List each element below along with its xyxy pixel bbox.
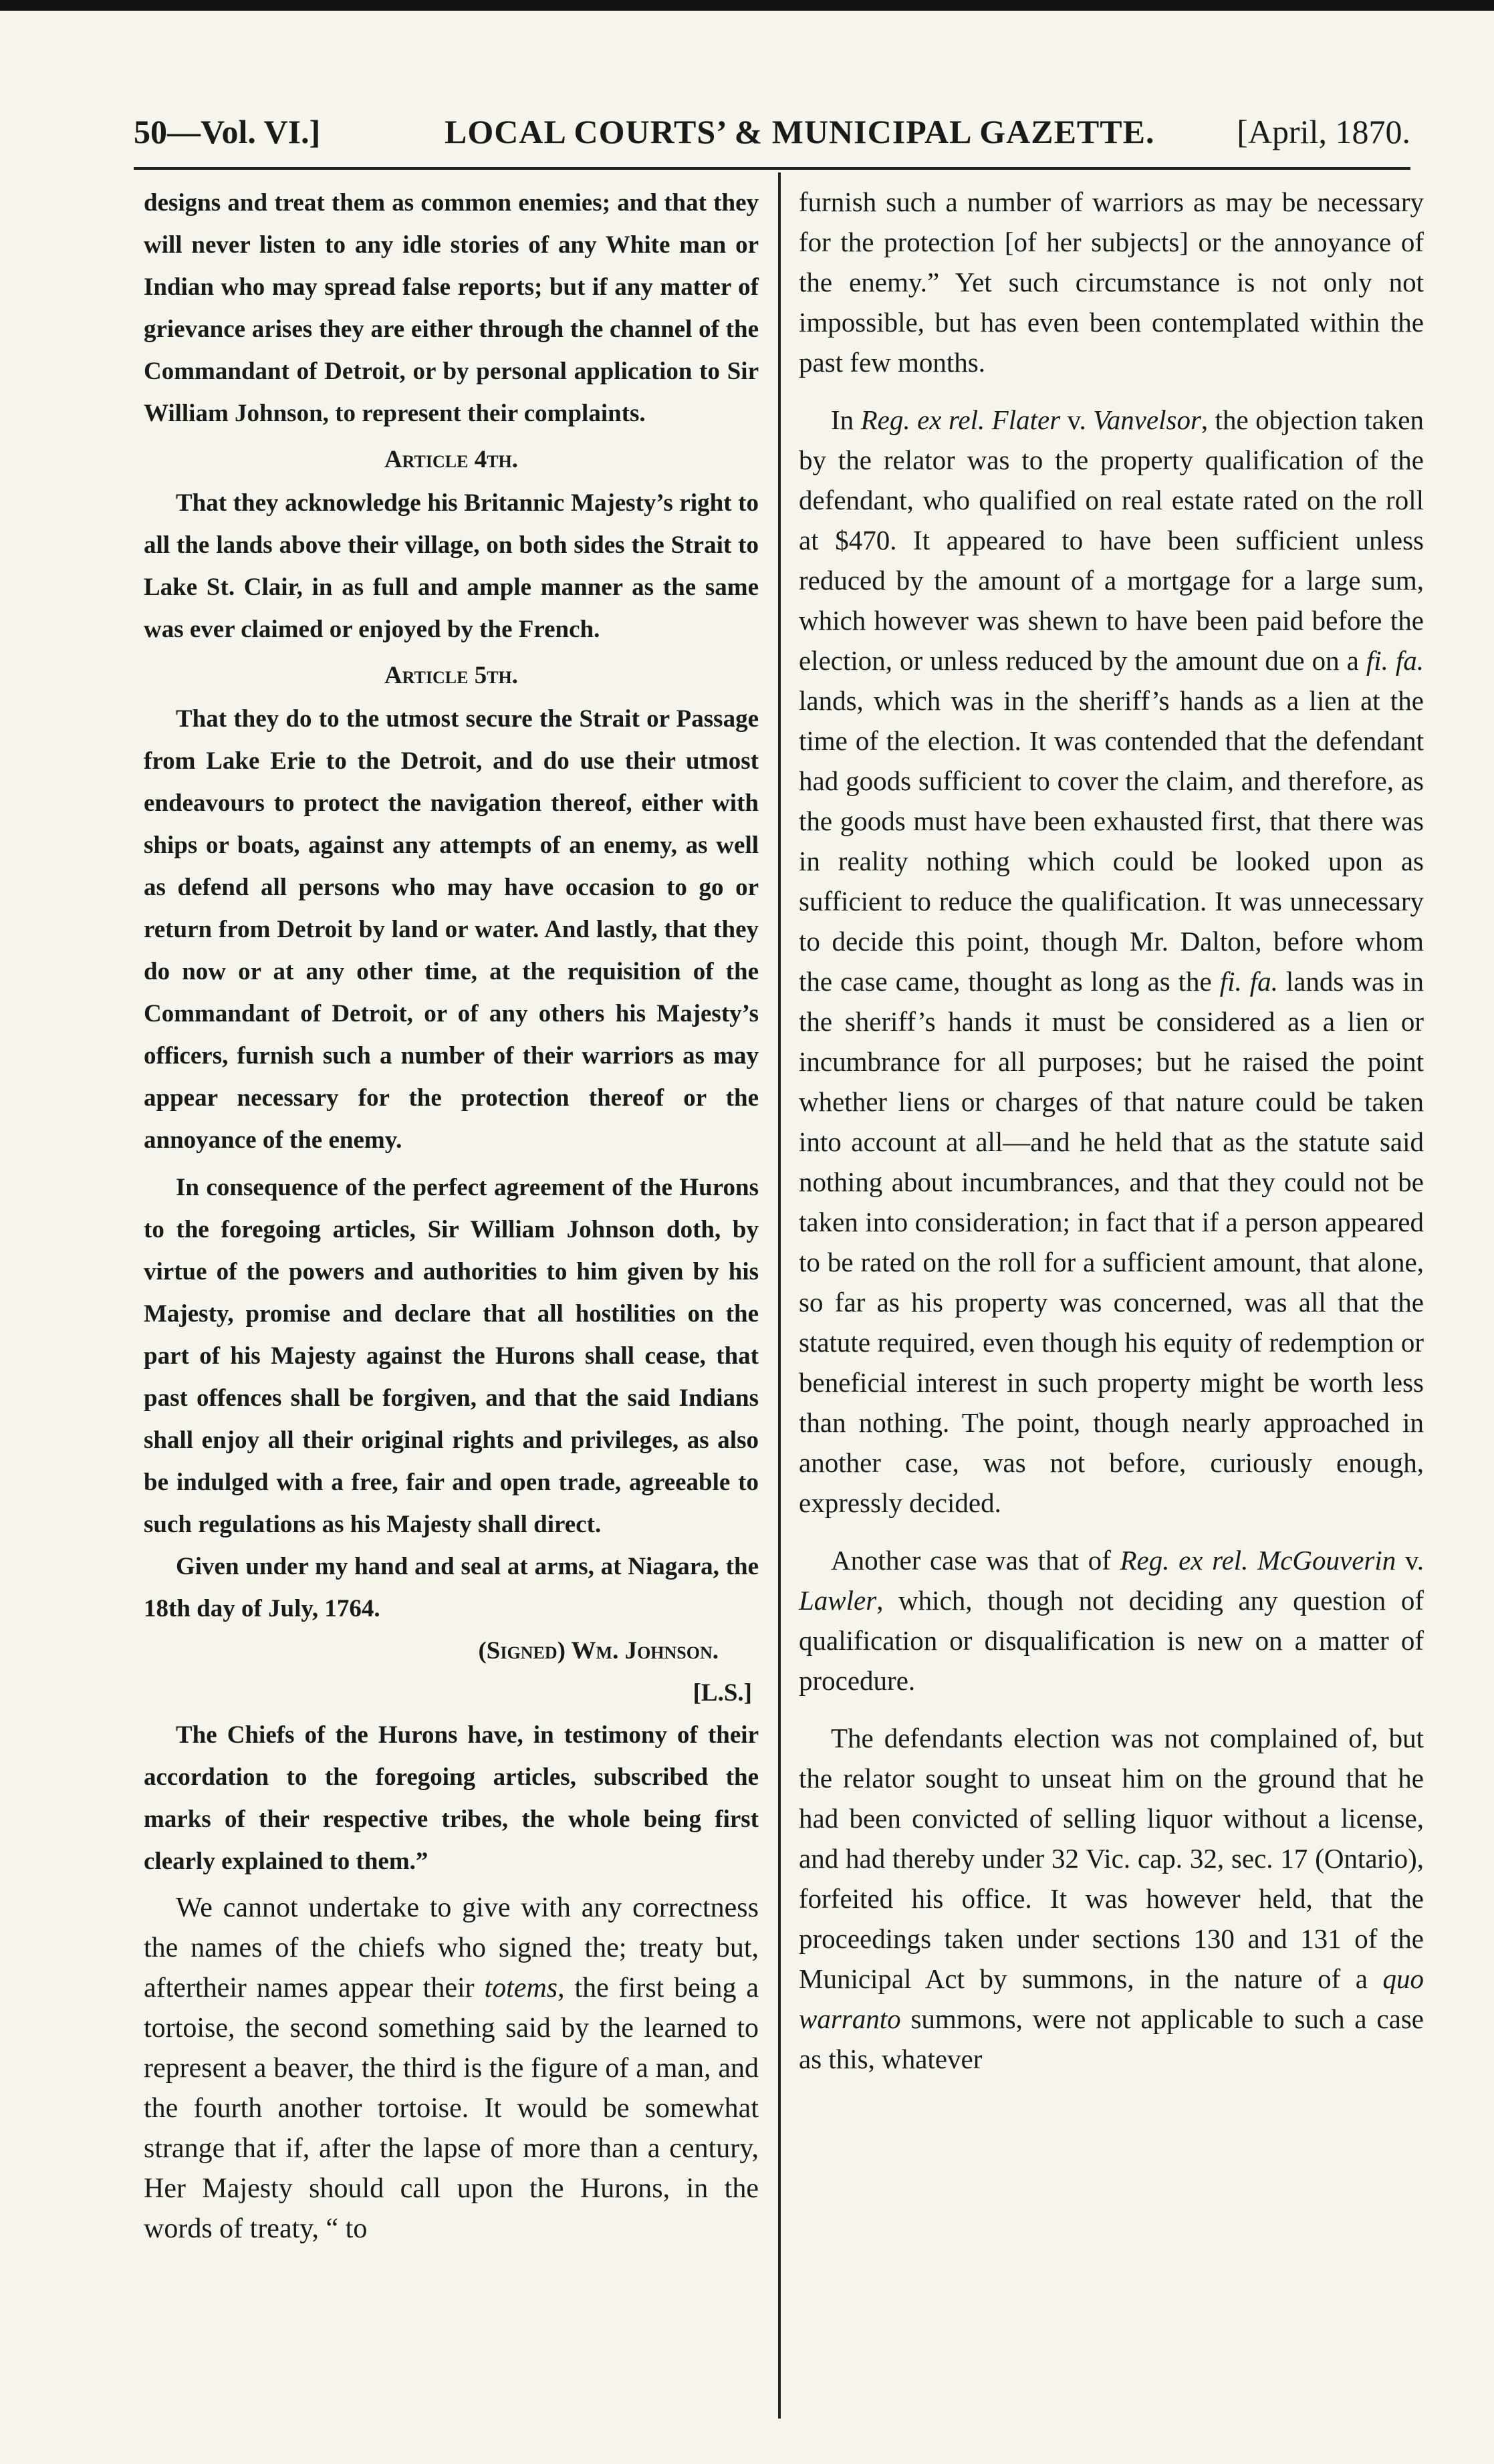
- treaty-article-3-end: designs and treat them as common enemies; and that they will never listen to any idle stories of any White man or Indian who may spread false reports; but if any matter of grievance arises they are either through the channel of the Commandant of Detroit, or by personal application to Sir William Johnson, to represent their complaints.: [144, 189, 759, 427]
- column-divider: [778, 172, 781, 2419]
- article-4-text: That they acknowledge his Britannic Majesty’s right to all the lands above their village, on both sides the Strait to Lake St. Clair, in as full and ample manner as the same was ever claimed or enjoyed by the French.: [144, 489, 759, 643]
- flater-case-paragraph: [799, 400, 1424, 1523]
- quo-warranto-term: quo warranto: [799, 1963, 1424, 2034]
- case-name-lawler: Lawler: [799, 1585, 877, 1616]
- mcgouverin-case-paragraph: [799, 1540, 1424, 1701]
- article-5-heading: Article 5th.: [384, 662, 519, 689]
- versus-2: v.: [1396, 1545, 1424, 1576]
- election-text-b: summons, were not applicable to such a case as this, whatever: [799, 2003, 1424, 2074]
- seal-mark: [L.S.]: [693, 1679, 752, 1707]
- totems-text-2: , the first being a tortoise, the second something said by the learned to represent a beaver, the third is the figure of a man, and the fourth another tortoise. It would be somewhat strange that if, after the lapse of more than a century, Her Majesty should call upon the Hurons, in the words of treaty, “ to: [144, 1973, 759, 2244]
- flater-text-b: , the objection taken by the relator was to the property qualification of the defendant, who qualified on real estate rated on the roll at $470. It appeared to have been sufficient unless reduced by the amount of a mortgage for a large sum, which however was shewn to have been paid before the election, or unless reduced by the amount due on a: [799, 404, 1424, 676]
- left-column: [144, 182, 759, 2249]
- issue-date: [April, 1870.: [1237, 113, 1410, 150]
- flater-text-a: In: [831, 404, 861, 435]
- case-name-flater: Reg. ex rel. Flater: [860, 404, 1061, 435]
- case-name-vanvelsor: Vanvelsor: [1093, 404, 1201, 435]
- signature-line: (Signed) Wm. Johnson.: [478, 1637, 719, 1665]
- mcgouverin-text-a: Another case was that of: [831, 1545, 1120, 1576]
- article-4-heading: Article 4th.: [384, 446, 519, 473]
- warriors-continuation: furnish such a number of warriors as may be necessary for the protection [of her subjects] or the annoyance of the enemy.” Yet such circumstance is not only not impossible, but has even been contemplated within the past few months.: [799, 187, 1424, 378]
- fi-fa-term-1: fi. fa.: [1366, 645, 1424, 676]
- consequence-paragraph: In consequence of the perfect agreement of the Hurons to the foregoing articles, Sir William Johnson doth, by virtue of the powers and authorities to him given by his Majesty, promise and declare that all hostilities on the part of his Majesty against the Hurons shall cease, that past offences shall be forgiven, and that the said Indians shall enjoy all their original rights and privileges, as also be indulged with a free, fair and open trade, agreeable to such regulations as his Majesty shall direct.: [144, 1174, 759, 1538]
- flater-text-d: lands was in the sheriff’s hands it must be considered as a lien or incumbrance for all purposes; but he raised the point whether liens or charges of that nature could be taken into account at all—and he held that as the statute said nothing about incumbrances, and that they could not be taken into consideration; in fact that if a person appeared to be rated on the roll for a sufficient amount, that alone, so far as his property was concerned, was all that the statute required, even though his equity of redemption or beneficial interest in such property might be worth less than nothing. The point, though nearly approached in another case, was not before, curiously enough, expressly decided.: [799, 966, 1424, 1518]
- totems-text-1: We cannot undertake to give with any correctness the names of the chiefs who signed the; treaty but, aftertheir names appear their: [144, 1892, 759, 2003]
- fi-fa-term-2: fi. fa.: [1219, 966, 1278, 997]
- top-border-rule: [0, 0, 1494, 11]
- right-column: [799, 182, 1424, 2079]
- election-text-a: The defendants election was not complained of, but the relator sought to unseat him on the ground that he had been convicted of selling liquor without a license, and had thereby under 32 Vic. cap. 32, sec. 17 (Ontario), forfeited his office. It was however held, that the proceedings taken under sections 130 and 131 of the Municipal Act by summons, in the nature of a: [799, 1723, 1424, 1994]
- mcgouverin-text-b: , which, though not deciding any question of qualification or disqualification is new on a matter of procedure.: [799, 1585, 1424, 1696]
- versus-1: v.: [1060, 404, 1094, 435]
- page-volume-label: 50—Vol. VI.]: [134, 113, 321, 150]
- article-5-text: That they do to the utmost secure the Strait or Passage from Lake Erie to the Detroit, and do use their utmost endeavours to protect the navigation thereof, either with ships or boats, against any attempts of an enemy, as well as defend all persons who may have occasion to go or return from Detroit by land or water. And lastly, that they do now or at any other time, at the requisition of the Commandant of Detroit, or of any others his Majesty’s officers, furnish such a number of their warriors as may appear necessary for the protection thereof or the annoyance of the enemy.: [144, 705, 759, 1154]
- case-name-mcgouverin: Reg. ex rel. McGouverin: [1120, 1545, 1396, 1576]
- totems-paragraph: [144, 1888, 759, 2249]
- flater-text-c: lands, which was in the sheriff’s hands as a lien at the time of the election. It was contended that the defendant had goods sufficient to cover the claim, and therefore, as the goods must have been exhausted first, that there was in reality nothing which could be looked upon as sufficient to reduce the qualification. It was unnecessary to decide this point, though Mr. Dalton, before whom the case came, thought as long as the: [799, 685, 1424, 997]
- chiefs-testimony: The Chiefs of the Hurons have, in testimony of their accordation to the foregoing articles, subscribed the marks of their respective tribes, the whole being first clearly explained to them.”: [144, 1721, 759, 1875]
- header-rule: [134, 167, 1410, 170]
- gazette-title: LOCAL COURTS’ & MUNICIPAL GAZETTE.: [445, 113, 1155, 150]
- election-paragraph: [799, 1718, 1424, 2079]
- given-under-hand: Given under my hand and seal at arms, at Niagara, the 18th day of July, 1764.: [144, 1553, 759, 1622]
- totems-term: totems: [484, 1973, 558, 2003]
- page-header: [134, 107, 1410, 160]
